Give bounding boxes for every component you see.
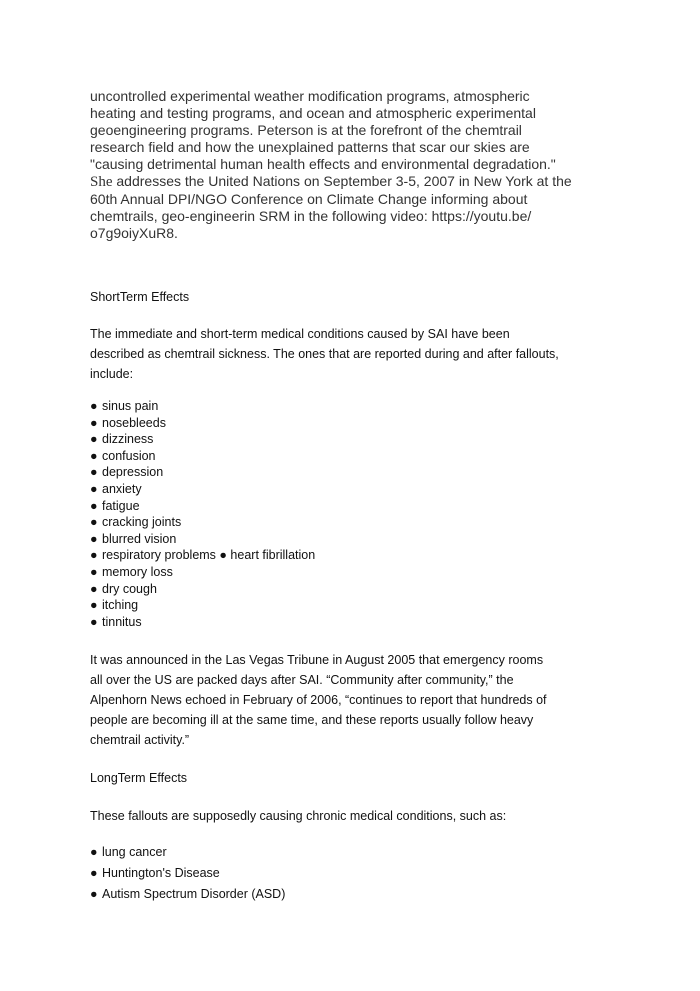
list-item: ● anxiety bbox=[90, 481, 142, 496]
list-item: ● respiratory problems ● heart fibrillation bbox=[90, 548, 316, 563]
bullet-icon: ● bbox=[90, 887, 98, 901]
long-term-paragraph bbox=[90, 806, 650, 826]
bullet-icon: ● bbox=[90, 498, 98, 513]
short-term-heading: ShortTerm Effects bbox=[90, 290, 190, 304]
intro-line-she bbox=[90, 173, 650, 191]
short-term-symptom-list bbox=[90, 398, 315, 630]
news-report-paragraph bbox=[90, 650, 650, 750]
intro-line: research field and how the unexplained patterns that scar our skies are bbox=[90, 139, 530, 155]
list-item: ● depression bbox=[90, 465, 164, 480]
intro-line: geoengineering programs. Peterson is at the forefront of the chemtrail bbox=[90, 122, 522, 138]
list-item: ● itching bbox=[90, 598, 139, 613]
she-word: She bbox=[90, 174, 113, 190]
bullet-icon: ● bbox=[90, 564, 98, 579]
list-item: ● Huntington's Disease bbox=[90, 863, 285, 884]
bullet-icon: ● bbox=[90, 465, 98, 480]
list-item: ● fatigue bbox=[90, 498, 140, 513]
intro-line: chemtrails, geo-engineerin SRM in the following video: https://youtu.be/ bbox=[90, 208, 532, 224]
bullet-icon: ● bbox=[90, 531, 98, 546]
bullet-icon: ● bbox=[90, 448, 98, 463]
bullet-icon: ● bbox=[90, 399, 98, 413]
list-item: ● blurred vision bbox=[90, 531, 177, 546]
list-item: ● dry cough bbox=[90, 581, 157, 596]
bullet-icon: ● bbox=[90, 581, 98, 596]
bullet-icon: ● bbox=[90, 866, 98, 880]
intro-line: "causing detrimental human health effects and environmental degradation." bbox=[90, 156, 556, 172]
bullet-icon: ● bbox=[90, 481, 98, 496]
paragraph-line: These fallouts are supposedly causing chronic medical conditions, such as: bbox=[90, 809, 507, 823]
list-item: ● Autism Spectrum Disorder (ASD) bbox=[90, 884, 285, 905]
intro-line: o7g9oiyXuR8. bbox=[90, 225, 178, 241]
paragraph-line: include: bbox=[90, 367, 134, 381]
long-term-heading: LongTerm Effects bbox=[90, 771, 188, 785]
intro-line: uncontrolled experimental weather modification programs, atmospheric bbox=[90, 88, 530, 104]
intro-line: 60th Annual DPI/NGO Conference on Climate Change informing about bbox=[90, 191, 528, 207]
list-item: ● cracking joints bbox=[90, 515, 182, 530]
list-item: ● lung cancer bbox=[90, 842, 285, 863]
list-item: ● memory loss bbox=[90, 564, 173, 579]
paragraph-line: The immediate and short-term medical conditions caused by SAI have been bbox=[90, 327, 510, 341]
bullet-icon: ● bbox=[90, 415, 98, 430]
bullet-icon: ● bbox=[90, 845, 98, 859]
intro-paragraph bbox=[90, 88, 650, 242]
document-page bbox=[90, 88, 650, 901]
long-term-condition-list bbox=[90, 842, 285, 905]
paragraph-line: described as chemtrail sickness. The ones that are reported during and after fallouts, bbox=[90, 347, 559, 361]
paragraph-line: people are becoming ill at the same time, and these reports usually follow heavy bbox=[90, 713, 534, 727]
paragraph-line: chemtrail activity.” bbox=[90, 733, 190, 747]
bullet-icon: ● bbox=[90, 548, 98, 563]
paragraph-line: all over the US are packed days after SAI. “Community after community,” the bbox=[90, 673, 514, 687]
list-item: ● sinus pain bbox=[90, 399, 159, 413]
short-term-paragraph bbox=[90, 324, 650, 384]
bullet-icon: ● bbox=[90, 515, 98, 530]
paragraph-line: Alpenhorn News echoed in February of 2006, “continues to report that hundreds of bbox=[90, 693, 547, 707]
list-item: ● dizziness bbox=[90, 432, 154, 447]
list-item: ● confusion bbox=[90, 448, 156, 463]
list-item: ● tinnitus bbox=[90, 614, 142, 629]
intro-line: heating and testing programs, and ocean and atmospheric experimental bbox=[90, 105, 536, 121]
list-item: ● nosebleeds bbox=[90, 415, 166, 430]
bullet-icon: ● bbox=[90, 432, 98, 447]
bullet-icon: ● bbox=[90, 598, 98, 613]
she-rest-text: addresses the United Nations on September 3-5, 2007 in New York at the bbox=[112, 173, 572, 189]
paragraph-line: It was announced in the Las Vegas Tribune in August 2005 that emergency rooms bbox=[90, 653, 544, 667]
bullet-icon: ● bbox=[90, 614, 98, 629]
